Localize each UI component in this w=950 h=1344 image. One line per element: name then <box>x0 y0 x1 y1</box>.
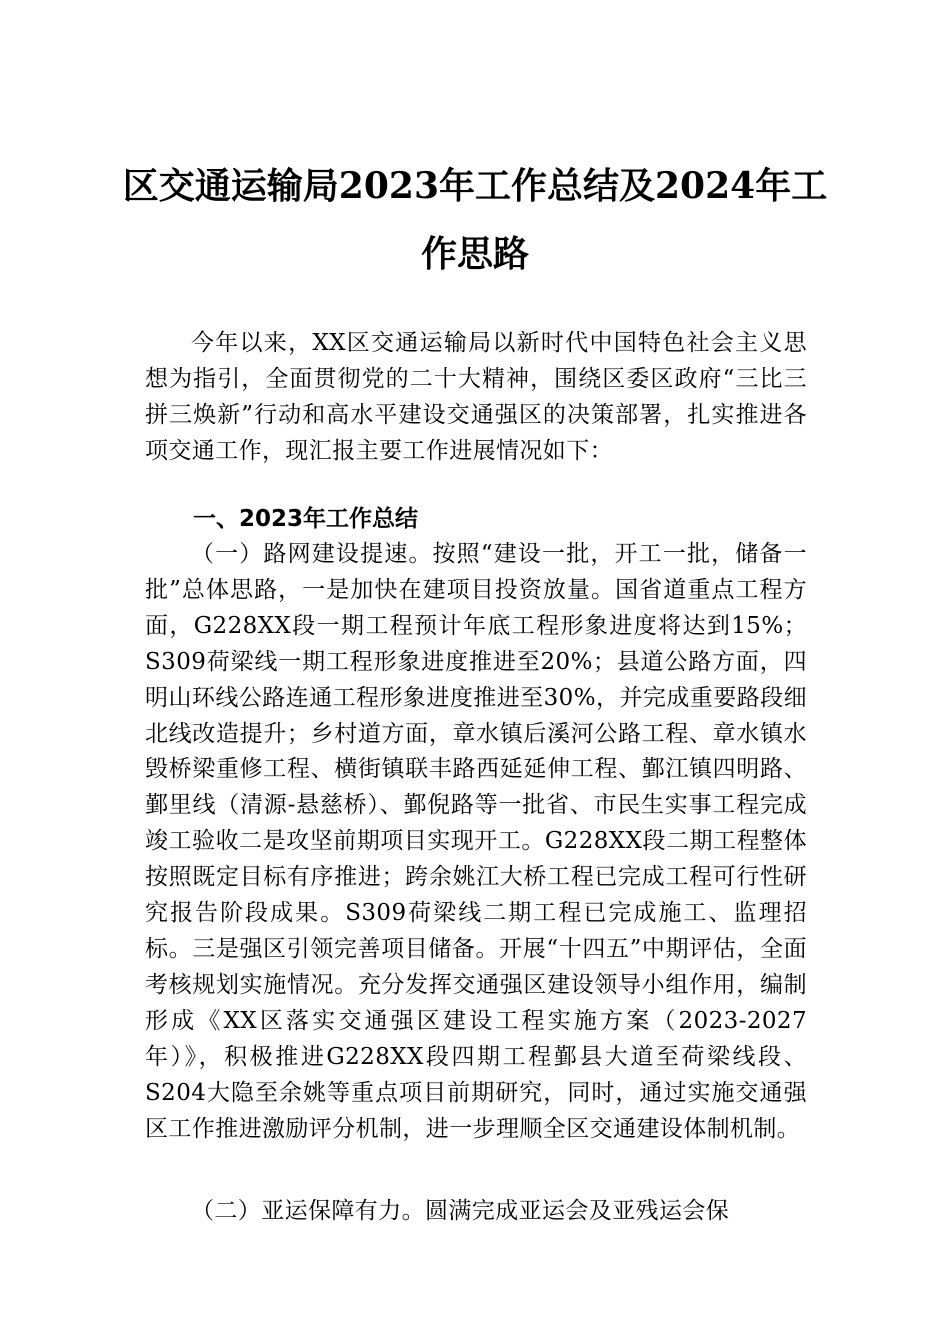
document-title-line-2: 作思路 <box>420 233 529 275</box>
intro-paragraph: 今年以来，XX区交通运输局以新时代中国特色社会主义思想为指引，全面贯彻党的二十大精神，围绕区委区政府“三比三拼三焕新”行动和高水平建设交通强区的决策部署，扎实推进各项交通工作，现汇报主要工作进展情况如下： <box>145 330 807 464</box>
subsection-asian-games-paragraph: （二）亚运保障有力。圆满完成亚运会及亚残运会保 <box>191 1198 730 1224</box>
subsection-road-network-paragraph: （一）路网建设提速。按照“建设一批，开工一批，储备一批”总体思路，一是加快在建项目投资放量。国省道重点工程方面，G228XX段一期工程预计年底工程形象进度将达到15%；S309荷梁线一期工程形象进度推进至20%；县道公路方面，四明山环线公路连通工程形象进度推进至30%，并完成重要路段细北线改造提升；乡村道方面，章水镇后溪河公路工程、章水镇水毁桥梁重修工程、横街镇联丰路西延延伸工程、鄞江镇四明路、鄞里线（清源-悬慈桥）、鄞倪路等一批省、市民生实事工程完成竣工验收二是攻坚前期项目实现开工。G228XX段二期工程整体按照既定目标有序推进；跨余姚江大桥工程已完成工程可行性研究报告阶段成果。S309荷梁线二期工程已完成施工、监理招标。三是强区引领完善项目储备。开展“十四五”中期评估，全面考核规划实施情况。充分发挥交通强区建设领导小组作用，编制形成《XX区落实交通强区建设工程实施方案（2023-2027年）》，积极推进G228XX段四期工程鄞县大道至荷梁线段、S204大隐至余姚等重点项目前期研究，同时，通过实施交通强区工作推进激励评分机制，进一步理顺全区交通建设体制机制。 <box>145 541 807 1142</box>
document-title-line-1: 区交通运输局2023年工作总结及2024年工 <box>122 165 828 207</box>
section-heading-2023-summary: 一、2023年工作总结 <box>193 506 419 532</box>
